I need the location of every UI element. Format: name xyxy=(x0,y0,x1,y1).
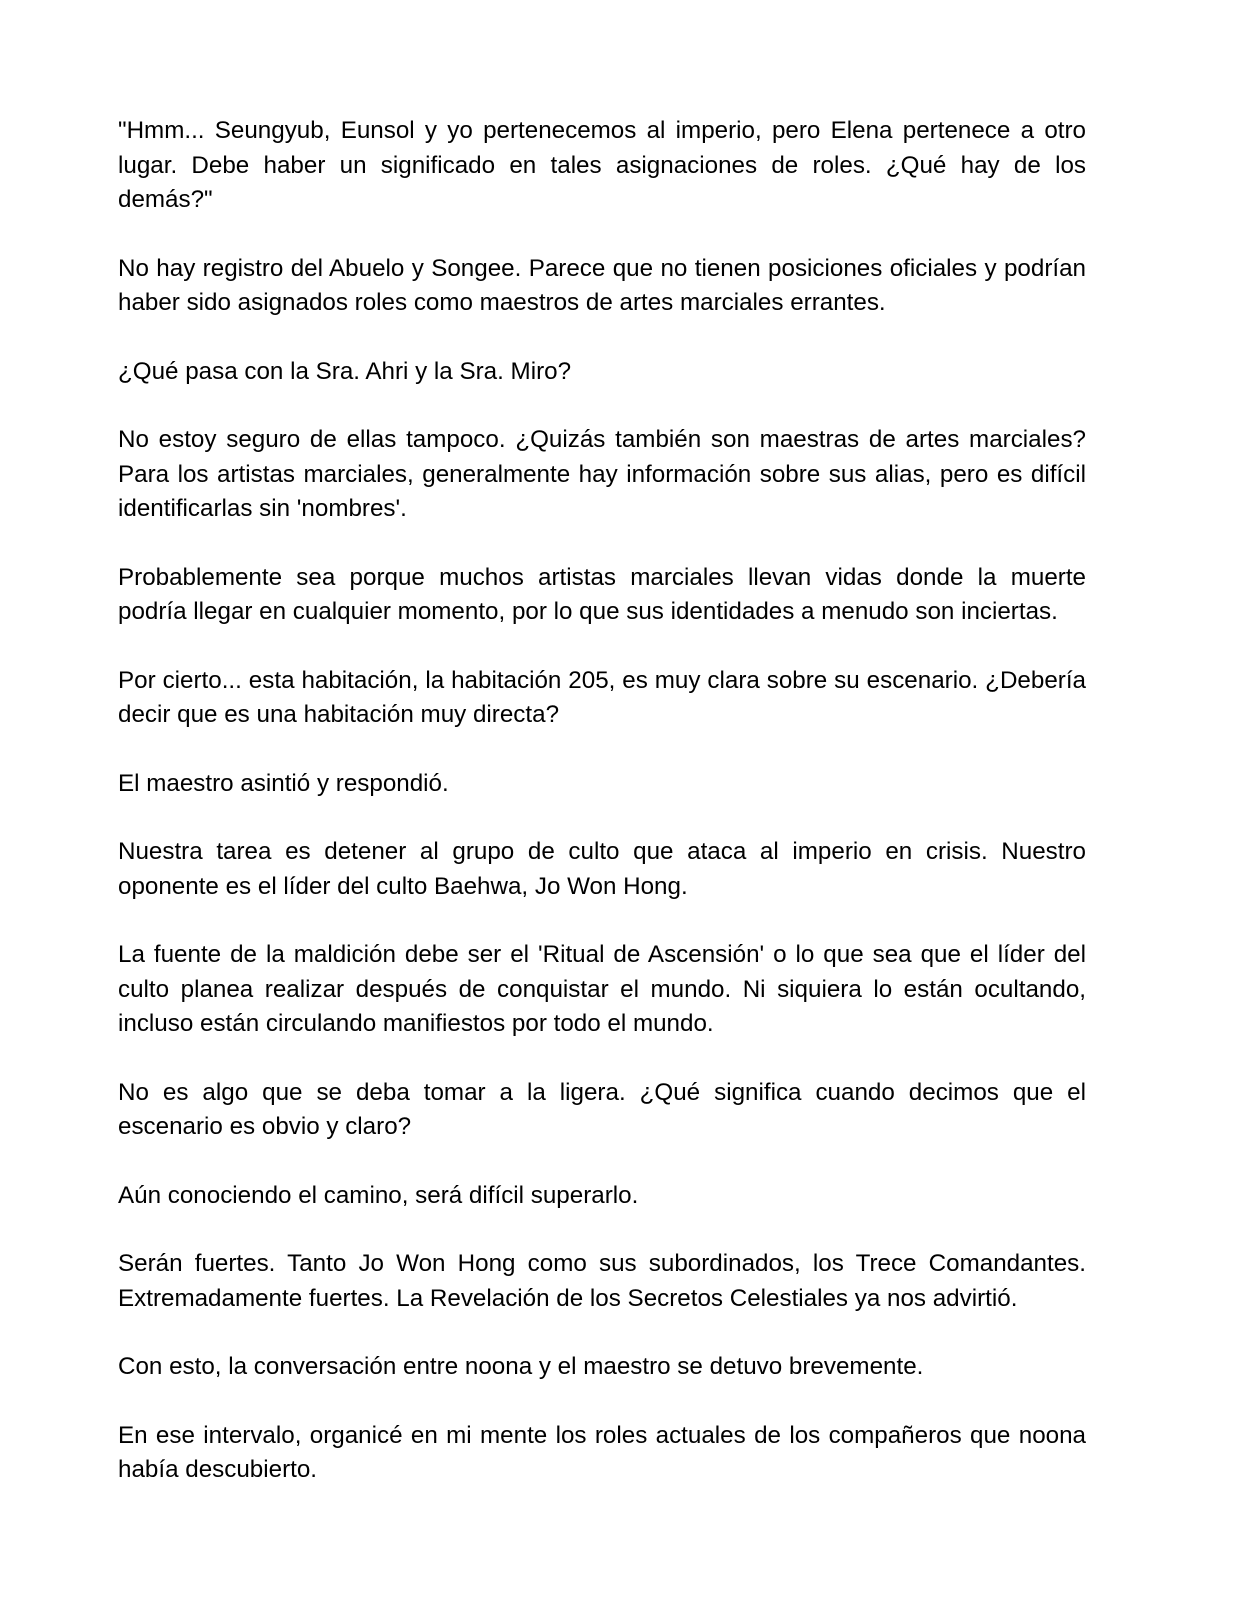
paragraph: ¿Qué pasa con la Sra. Ahri y la Sra. Miro? xyxy=(118,357,572,385)
paragraph: La fuente de la maldición debe ser el 'Ritual de Ascensión' o lo que sea que el líder del culto planea realizar después de conquistar el mundo. Ni siquiera lo están ocultando, incluso están circulando manifiestos por todo el mundo. xyxy=(118,941,1086,1037)
paragraph: Aún conociendo el camino, será difícil superarlo. xyxy=(118,1181,639,1209)
paragraph: No estoy seguro de ellas tampoco. ¿Quizás también son maestras de artes marciales? Para los artistas marciales, generalmente hay información sobre sus alias, pero es difícil identificarlas sin 'nombres'. xyxy=(118,426,1086,522)
document-page xyxy=(118,114,1086,1488)
paragraph: En ese intervalo, organicé en mi mente los roles actuales de los compañeros que noona había descubierto. xyxy=(118,1421,1086,1483)
paragraph: Serán fuertes. Tanto Jo Won Hong como sus subordinados, los Trece Comandantes. Extremadamente fuertes. La Revelación de los Secretos Celestiales ya nos advirtió. xyxy=(118,1250,1086,1312)
paragraph: No es algo que se deba tomar a la ligera. ¿Qué significa cuando decimos que el escenario es obvio y claro? xyxy=(118,1078,1086,1140)
paragraph: El maestro asintió y respondió. xyxy=(118,769,449,797)
paragraph: No hay registro del Abuelo y Songee. Parece que no tienen posiciones oficiales y podrían haber sido asignados roles como maestros de artes marciales errantes. xyxy=(118,254,1086,316)
paragraph: Por cierto... esta habitación, la habitación 205, es muy clara sobre su escenario. ¿Debería decir que es una habitación muy directa? xyxy=(118,666,1086,728)
paragraph: Nuestra tarea es detener al grupo de culto que ataca al imperio en crisis. Nuestro oponente es el líder del culto Baehwa, Jo Won Hong. xyxy=(118,838,1086,900)
paragraph: "Hmm... Seungyub, Eunsol y yo pertenecemos al imperio, pero Elena pertenece a otro lugar. Debe haber un significado en tales asignaciones de roles. ¿Qué hay de los demás?" xyxy=(118,117,1086,213)
paragraph: Probablemente sea porque muchos artistas marciales llevan vidas donde la muerte podría llegar en cualquier momento, por lo que sus identidades a menudo son inciertas. xyxy=(118,563,1086,625)
paragraph: Con esto, la conversación entre noona y el maestro se detuvo brevemente. xyxy=(118,1353,924,1380)
